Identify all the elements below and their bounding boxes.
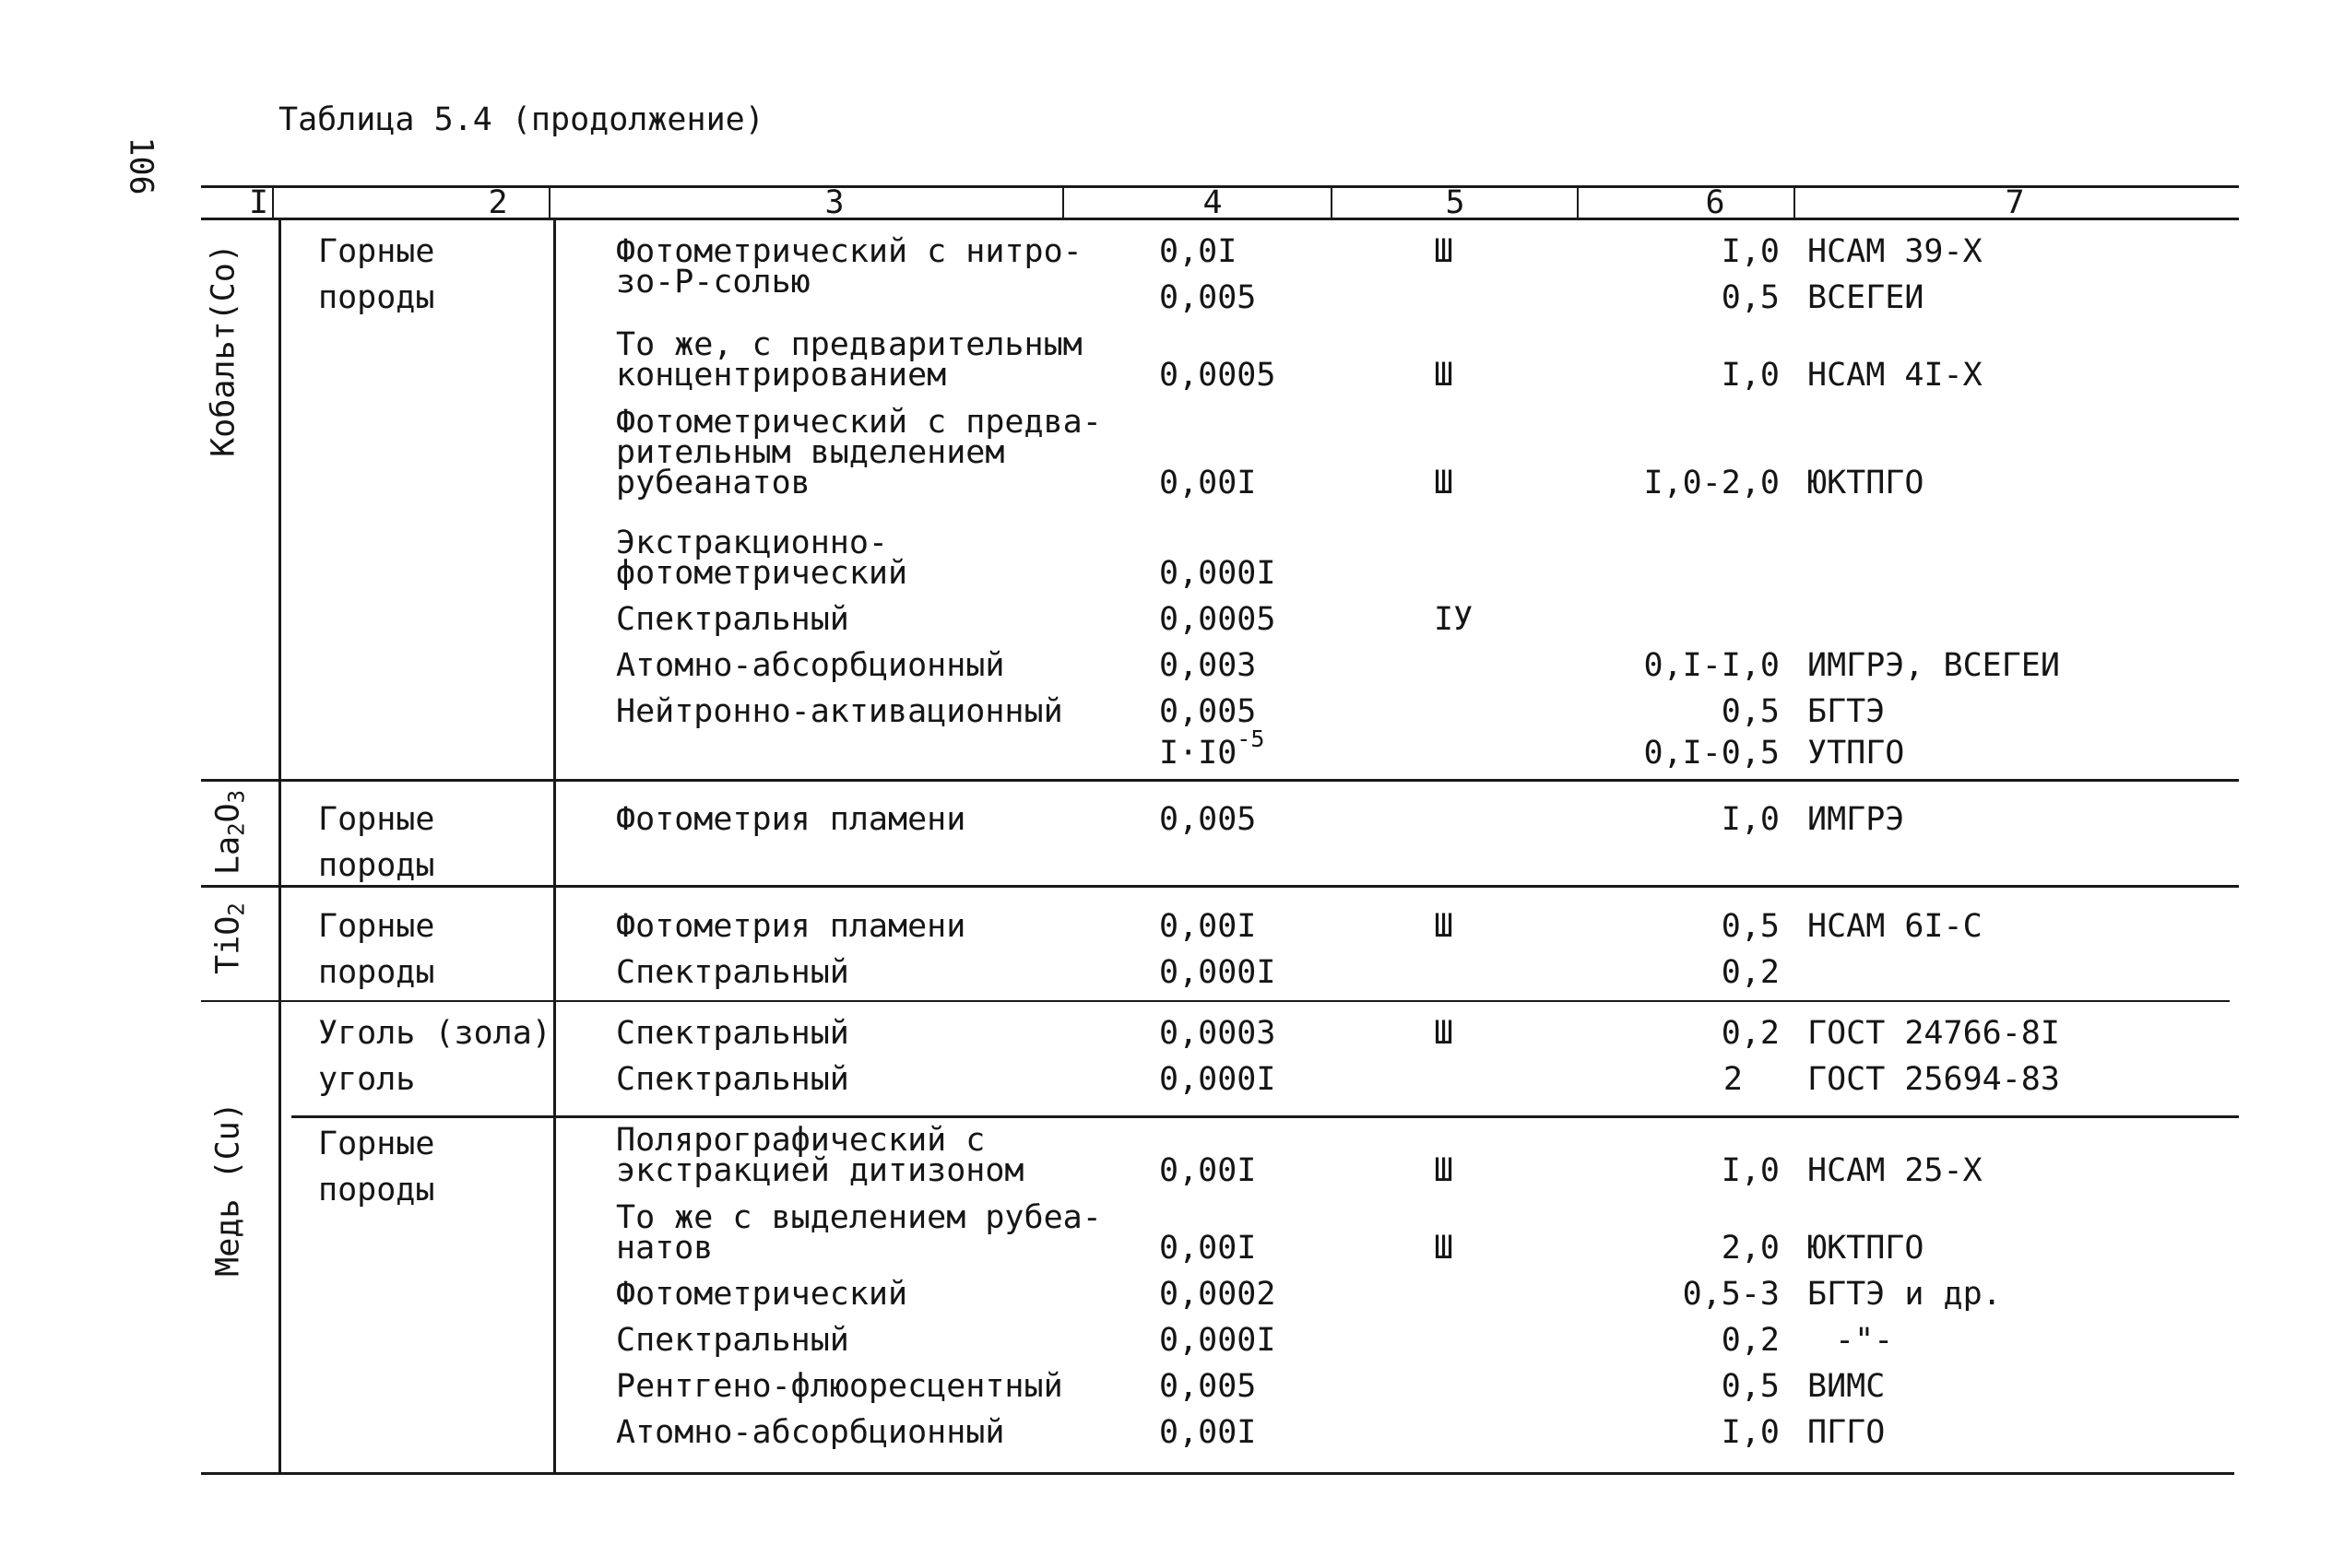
limit: 0,0002 (1159, 1276, 1276, 1313)
limit: 0,00I (1159, 908, 1257, 945)
header-sep-4 (1331, 185, 1332, 219)
method: Атомно-абсорбционный (616, 1414, 1005, 1451)
category: IУ (1434, 601, 1474, 638)
header-sep-1 (272, 185, 274, 219)
document: -"- (1835, 1322, 1894, 1359)
category: Ш (1434, 1230, 1454, 1267)
range: 0,5 (1721, 908, 1780, 945)
range: 0,I-0,5 (1643, 735, 1780, 772)
method: Спектральный (616, 1322, 849, 1359)
table-caption: Таблица 5.4 (продолжение) (278, 101, 764, 138)
method: Фотометрический с нитро- (616, 233, 1083, 270)
range: 0,5 (1721, 1368, 1780, 1405)
header-col-3: 3 (824, 184, 845, 221)
limit: 0,00I (1159, 1230, 1257, 1267)
limit: 0,005 (1159, 1368, 1257, 1405)
category: Ш (1434, 465, 1454, 501)
object-ti-2: породы (318, 954, 435, 991)
document: УТПГО (1807, 735, 1905, 772)
range: I,0-2,0 (1643, 465, 1780, 501)
object-ti-1: Горные (318, 908, 435, 945)
method: То же, с предварительным (616, 326, 1083, 363)
range: 0,2 (1721, 1322, 1780, 1359)
rule-after-coal (291, 1115, 2239, 1118)
limit: 0,000I (1159, 954, 1276, 991)
category: Ш (1434, 1015, 1454, 1052)
header-col-6: 6 (1705, 184, 1725, 221)
document: ВИМС (1807, 1368, 1886, 1405)
range: 0,5 (1721, 693, 1780, 730)
document: БГТЭ и др. (1807, 1276, 2002, 1313)
header-sep-3 (1062, 185, 1064, 219)
category: Ш (1434, 233, 1454, 270)
range: 2 (1722, 1061, 1743, 1098)
rule-after-cobalt (201, 779, 2239, 782)
document: НСАМ 39-Х (1807, 233, 1983, 270)
range: 2,0 (1721, 1230, 1780, 1267)
method: Рентгено-флюоресцентный (616, 1368, 1063, 1405)
limit: 0,0005 (1159, 357, 1276, 394)
category: Ш (1434, 1152, 1454, 1189)
range: 0,5 (1721, 279, 1780, 316)
header-col-2: 2 (488, 184, 508, 221)
range: I,0 (1721, 357, 1780, 394)
object-la-2: породы (318, 847, 435, 884)
rule-after-la2o3 (201, 885, 2239, 888)
limit: 0,005 (1159, 801, 1257, 838)
range: 0,5-3 (1682, 1276, 1780, 1313)
method: Атомно-абсорбционный (616, 647, 1005, 684)
method: Экстракционно- (616, 525, 889, 561)
document: ЮКТПГО (1807, 465, 1924, 501)
document: ЮКТПГО (1807, 1230, 1924, 1267)
document: ГОСТ 24766-8I (1807, 1015, 2060, 1052)
method: Нейтронно-активационный (616, 693, 1063, 730)
limit: 0,0I (1159, 233, 1237, 270)
object-cobalt-2: породы (318, 279, 435, 316)
category: Ш (1434, 357, 1454, 394)
method: рительным выделением (616, 434, 1005, 471)
range: I,0 (1721, 1152, 1780, 1189)
element-cobalt: Кобальт(Co) (205, 243, 243, 457)
document: ПГГО (1807, 1414, 1886, 1451)
method: Фотометрия пламени (616, 801, 966, 838)
document: НСАМ 25-Х (1807, 1152, 1983, 1189)
range: I,0 (1721, 801, 1780, 838)
document: ИМГРЭ, ВСЕГЕИ (1807, 647, 2060, 684)
limit: 0,005 (1159, 693, 1257, 730)
document: БГТЭ (1807, 693, 1886, 730)
method: натов (616, 1230, 714, 1267)
header-col-5: 5 (1445, 184, 1465, 221)
document: НСАМ 6I-С (1807, 908, 1983, 945)
header-sep-6 (1793, 185, 1795, 219)
limit: 0,000I (1159, 1061, 1276, 1098)
method: Спектральный (616, 1061, 849, 1098)
col-1-2-line (278, 219, 281, 1473)
object-cobalt-1: Горные (318, 233, 435, 270)
limit: 0,00I (1159, 465, 1257, 501)
range: 0,2 (1721, 954, 1780, 991)
method: рубеанатов (616, 465, 811, 501)
limit: 0,00I (1159, 1414, 1257, 1451)
object-copper-1: Горные (318, 1126, 435, 1162)
method: Спектральный (616, 954, 849, 991)
method: Полярографический с (616, 1122, 986, 1159)
method: Фотометрический с предва- (616, 404, 1102, 441)
col-2-3-line (553, 219, 556, 1473)
method: фотометрический (616, 555, 908, 592)
limit: 0,005 (1159, 279, 1257, 316)
limit: 0,003 (1159, 647, 1257, 684)
limit: 0,00I (1159, 1152, 1257, 1189)
table-bottom-rule (201, 1472, 2234, 1475)
method: концентрированием (616, 357, 947, 394)
method: То же с выделением рубеа- (616, 1199, 1102, 1236)
element-copper: Медь (Cu) (209, 1102, 247, 1277)
method: зо-Р-солью (616, 264, 811, 301)
document: НСАМ 4I-Х (1807, 357, 1983, 394)
limit: 0,0005 (1159, 601, 1276, 638)
element-la2o3: $La_2O_3$ (209, 789, 250, 876)
method: Спектральный (616, 1015, 849, 1052)
header-col-1: I (249, 184, 269, 221)
header-col-7: 7 (2005, 184, 2025, 221)
limit: 0,0003 (1159, 1015, 1276, 1052)
document: ГОСТ 25694-83 (1807, 1061, 2060, 1098)
element-tio2: TiO$_2$ (209, 902, 250, 974)
header-sep-2 (549, 185, 550, 219)
page-number: 106 (122, 136, 160, 195)
range: 0,I-I,0 (1643, 647, 1780, 684)
limit: 0,000I (1159, 1322, 1276, 1359)
method: экстракцией дитизоном (616, 1152, 1024, 1189)
limit: $I\cdot I0^{-5}$ (1159, 725, 1265, 772)
category: Ш (1434, 908, 1454, 945)
range: I,0 (1721, 1414, 1780, 1451)
method: Фотометрический (616, 1276, 908, 1313)
limit: 0,000I (1159, 555, 1276, 592)
header-col-4: 4 (1202, 184, 1223, 221)
rule-after-tio2 (201, 1000, 2230, 1002)
document: ВСЕГЕИ (1807, 279, 1924, 316)
method: Спектральный (616, 601, 849, 638)
range: I,0 (1721, 233, 1780, 270)
object-la-1: Горные (318, 801, 435, 838)
range: 0,2 (1721, 1015, 1780, 1052)
header-sep-5 (1577, 185, 1579, 219)
document: ИМГРЭ (1807, 801, 1905, 838)
method: Фотометрия пламени (616, 908, 966, 945)
object-coal-ash: Уголь (зола) (318, 1015, 551, 1052)
object-copper-2: породы (318, 1172, 435, 1208)
object-coal: уголь (318, 1061, 416, 1098)
